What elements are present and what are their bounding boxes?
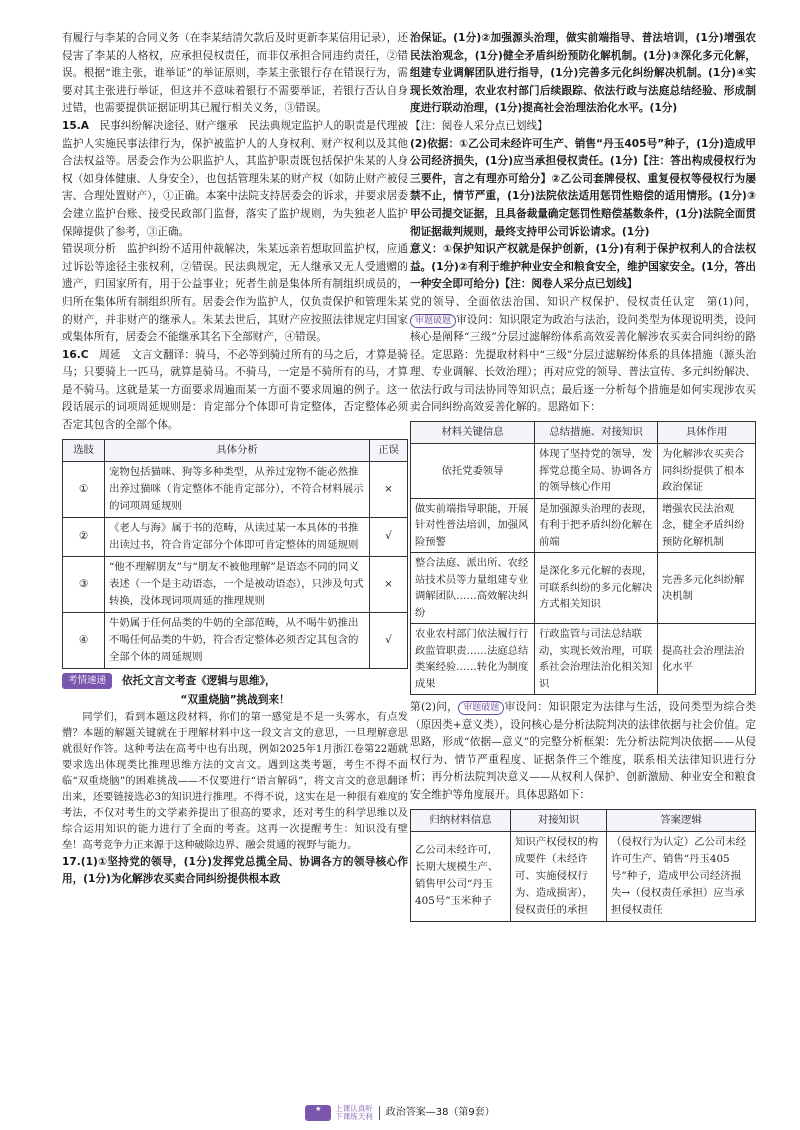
page-footer <box>0 1104 800 1122</box>
brand-slogan-line2: 下课练天利 <box>335 1111 373 1121</box>
material-cell: 整合法庭、派出所、农经站技术员等力量组建专业调解团队……高效解决纠纷 <box>411 553 535 624</box>
material-cell: 乙公司未经许可，长期大规模生产、销售甲公司“丹玉405号”玉米种子 <box>411 831 511 921</box>
analysis-intro: 第(2)问， <box>410 701 459 714</box>
mark-cell: √ <box>370 517 408 556</box>
table-row <box>63 612 408 668</box>
footer-divider <box>379 1106 380 1120</box>
q17-analysis-2 <box>410 699 756 805</box>
q16-body: 周延 文言文翻译：骑马，不必等到骑过所有的马之后，才算是骑马；只要骑上一匹马，就算是骑马。不骑马，一定是不骑所有的马，才算是不骑马。这就是某一方面要求周遍而某一方面不要求周遍的例子。这一段话展示的词项周延规则是：肯定部分个体即可肯定整体，否定整体必须否定其包含的全部个体。 <box>62 348 408 432</box>
measure-cell: 是加强源头治理的表现，有利于把矛盾纠纷化解在前端 <box>535 498 658 553</box>
brand-slogan <box>335 1105 373 1121</box>
right-column <box>410 30 756 922</box>
effect-cell: 增强农民法治观念，健全矛盾纠纷预防化解机制 <box>658 498 756 553</box>
table-header: 具体作用 <box>658 422 756 444</box>
table-header: 具体分析 <box>105 439 370 461</box>
table-row <box>411 444 756 499</box>
table-row <box>411 498 756 553</box>
table-header: 选肢 <box>63 439 105 461</box>
analysis-cell: 牛奶属于任何品类的牛奶的全部范畴，从不喝牛奶推出不喝任何品类的牛奶，符合否定整体必须否定其包含的全部个体的周延规则 <box>105 612 370 668</box>
page-number: 政治答案—38（第9套） <box>385 1107 495 1118</box>
exam-insight-title: 依托文言文考查《逻辑与思维》， <box>122 674 276 687</box>
analysis-cell: 《老人与海》属于书的范畴，从读过某一本具体的书推出读过书，符合肯定部分个体即可肯定整体的周延规则 <box>105 517 370 556</box>
q15-error-analysis: 错误项分析 监护纠纷不适用仲裁解决，朱某远亲若想取回监护权，应通过诉讼等途径主张权利，②错误。民法典规定，无人继承又无人受遗赠的遗产，归国家所有，用于公益事业；死者生前是集体所有制组织成员的，归所在集体所有制组织所有。居委会作为监护人，仅负责保护和管理朱某的财产，并非财产的继承人。朱某去世后，其财产应按照法律规定归国家或集体所有，居委会不能继承其名下全部财产，④错误。 <box>62 243 408 344</box>
solve-tip-badge: 审题破题 <box>458 701 504 715</box>
measure-cell: 行政监管与司法总结联动，实现长效治理，可联系社会治理法治化相关知识 <box>535 624 658 695</box>
analysis-body: 审设问：知识限定为法律与生活，设问类型为综合类（原因类+意义类），设问核心是分析法院判决的法律依据与社会价值。定思路，形成“依据—意义”的完整分析框架：先分析法院判决依据——从侵权行为、情节严重程度、证据条件三个维度，联系相关法律知识进行分析；再分析法院判决意义——从权利人保护、创新激励、种业安全和粮食安全维护等角度展开。具体思路如下： <box>410 701 756 802</box>
table-header-row <box>411 422 756 444</box>
q17-answer <box>62 854 408 889</box>
table-header-row <box>63 439 408 461</box>
mark-cell: × <box>370 556 408 612</box>
table-header: 材料关键信息 <box>411 422 535 444</box>
measure-cell: 体现了坚持党的领导，发挥党总揽全局、协调各方的领导核心作用 <box>535 444 658 499</box>
q15-answer <box>62 118 408 241</box>
q15-body: 民事纠纷解决途径、财产继承 民法典规定监护人的职责是代理被监护人实施民事法律行为，保护被监护人的人身权利、财产权利以及其他合法权益等。居委会作为公职监护人，其监护职责既包括保护朱某的人身权（如身体健康、人身安全），也包括管理朱某的财产权（如防止财产被侵害、合理处置财产），①正确。本案中法院支持居委会的诉求，并要求居委会建立监护台账、接受民政部门监督，落实了监护规则，为失独老人监护保障提供了参考，③正确。 <box>62 119 409 238</box>
left-column <box>62 30 408 889</box>
exam-insight-header <box>62 673 408 691</box>
mark-cell: √ <box>370 612 408 668</box>
mark-cell: × <box>370 461 408 517</box>
table-header-row <box>411 809 756 831</box>
q17-analysis-1 <box>410 294 756 417</box>
q17-part2-significance: 意义：①保护知识产权就是保护创新，(1分)有利于保护权利人的合法权益。(1分)②有利于维护种业安全和粮食安全，维护国家安全。(1分，答出一种安全即可给分)【注：阅卷人采分点已划线】 <box>410 243 756 291</box>
material-cell: 依托党委领导 <box>411 444 535 499</box>
logic-cell: （侵权行为认定）乙公司未经许可生产、销售“丹玉405号”种子，造成甲公司经济损失→（侵权责任承担）应当承担侵权责任 <box>607 831 756 921</box>
effect-cell: 提高社会治理法治化水平 <box>658 624 756 695</box>
measure-cell: 是深化多元化解的表现，可联系纠纷的多元化解决方式相关知识 <box>535 553 658 624</box>
answer-logic-table <box>410 809 756 922</box>
q17-number: 17. <box>62 855 81 868</box>
effect-cell: 完善多元化纠纷解决机制 <box>658 553 756 624</box>
exam-insight-subtitle: “双重烧脑”挑战到来！ <box>180 694 290 707</box>
analysis-intro: 党的领导、全面依法治国、知识产权保护、侵权责任认定 第(1)问， <box>410 295 756 308</box>
option-cell: ② <box>63 517 105 556</box>
table-header: 归纳材料信息 <box>411 809 511 831</box>
q16-number: 16.C <box>62 348 89 361</box>
material-cell: 农业农村部门依法履行行政监管职责……法庭总结类案经验……转化为制度成果 <box>411 624 535 695</box>
table-row <box>411 553 756 624</box>
scoring-note: 【注：阅卷人采分点已划线】 <box>410 119 548 132</box>
q16-analysis-table <box>62 439 408 669</box>
effect-cell: 为化解涉农买卖合同纠纷提供了根本政治保证 <box>658 444 756 499</box>
q17-part2-basis: (2)依据：①乙公司未经许可生产、销售“丹玉405号”种子，(1分)造成甲公司经济损失，(1分)应当承担侵权责任。(1分)【注：答出构成侵权行为三要件，言之有理亦可给分】②乙公司套牌侵权、重复侵权等侵权行为屡禁不止，情节严重，(1分)法院依法适用惩罚性赔偿的适用情形。(1分)③甲公司提交证据，且具备裁量确定惩罚性赔偿基数条件，(1分)法院全面贯彻证据裁判规则，最终支持甲公司诉讼请求。(1分) <box>410 137 756 238</box>
q17-part1-cont: 治保证。(1分)②加强源头治理，做实前端指导、普法培训，(1分)增强农民法治观念，(1分)健全矛盾纠纷预防化解机制。(1分)③深化多元化解，组建专业调解团队进行指导，(1分)完善多元化纠纷解决机制。(1分)④实现长效治理，农业农村部门后续跟踪、依法行政与法庭总结经验、形成制度进行联动治理，(1分)提高社会治理法治化水平。(1分) <box>410 32 756 115</box>
table-row <box>63 517 408 556</box>
q17-body: (1)①坚持党的领导，(1分)发挥党总揽全局、协调各方的领导核心作用，(1分)为化解涉农买卖合同纠纷提供根本政 <box>62 855 408 886</box>
brand-slogan-line1: 上课认真听 <box>335 1103 373 1113</box>
analysis-cell: 宠物包括猫咪、狗等多种类型，从养过宠物不能必然推出养过猫咪（肯定整体不能肯定部分），不符合材料展示的词项周延规则 <box>105 461 370 517</box>
option-cell: ① <box>63 461 105 517</box>
q16-answer <box>62 347 408 435</box>
table-header: 正误 <box>370 439 408 461</box>
brand-logo-icon: ★ <box>305 1105 331 1121</box>
option-cell: ④ <box>63 612 105 668</box>
table-row <box>63 461 408 517</box>
table-header: 对接知识 <box>511 809 607 831</box>
paragraph-q14-cont: 有履行与李某的合同义务（在李某结清欠款后及时更新李某信用记录），还侵害了李某的人格权，应承担侵权责任，而非仅承担合同违约责任，②错误。根据“谁主张，谁举证”的举证原则，李某主张银行存在错误行为，需要对其主张进行举证，但这并不意味着银行不需要举证，若银行否认自身过错，也需要提供证据证明其已履行相关义务，③错误。 <box>62 32 408 115</box>
analysis-cell: “他不理解朋友”与“朋友不被他理解”是语态不同的同义表述（一个是主动语态，一个是被动语态），只涉及句式转换，没体现词项周延的推理规则 <box>105 556 370 612</box>
table-header: 答案逻辑 <box>607 809 756 831</box>
analysis-body: 审设问：知识限定为政治与法治，设问类型为体现说明类，设问核心是阐释“三级”分层过滤解纷体系高效妥善化解涉农买卖合同纠纷的路径。定思路：先提取材料中“三级”分层过滤解纷体系的具体措施（源头治理、专业调解、长效治理）；再对应党的领导、普法宣传、多元纠纷解决、依法行政与司法协同等知识点；最后逐一分析每个措施是如何实现涉农买卖合同纠纷高效妥善化解的。思路如下： <box>410 313 756 414</box>
q15-number: 15.A <box>62 119 89 132</box>
exam-insight-tag: 考情速递 <box>62 673 112 689</box>
solve-tip-badge: 审题破题 <box>410 314 456 328</box>
table-row <box>63 556 408 612</box>
table-header: 总结措施、对接知识 <box>535 422 658 444</box>
thinking-flow-table <box>410 421 756 695</box>
exam-insight-essay: 同学们，看到本题这段材料，你们的第一感觉是不是一头雾水，有点发懵？本题的解题关键就在于理解材料中这一段文言文的意思，一旦理解意思就很好作答。这种考法在高考中也有出现，例如2025年1月浙江卷第22题就要求选出体现类比推理思维方法的文言文。遇到这类考题，考生不得不面临“双重烧脑”的困难挑战——不仅要进行“语言解码”，将文言文的意思翻译出来，还要链接选必3的知识进行推理。不得不说，这实在是一种很有难度的考法，不仅对考生的文学素养提出了很高的要求，还对考生的科学思维以及综合运用知识的能力进行了全面的考查。这再一次提醒考生：知识没有壁垒！高考竞争力正来源于这种破除边界、融会贯通的视野与能力。 <box>62 711 408 851</box>
option-cell: ③ <box>63 556 105 612</box>
knowledge-cell: 知识产权侵权的构成要件（未经许可、实施侵权行为、造成损害），侵权责任的承担 <box>511 831 607 921</box>
table-row <box>411 624 756 695</box>
material-cell: 做实前端指导职能，开展针对性普法培训，加强风险预警 <box>411 498 535 553</box>
table-row <box>411 831 756 921</box>
